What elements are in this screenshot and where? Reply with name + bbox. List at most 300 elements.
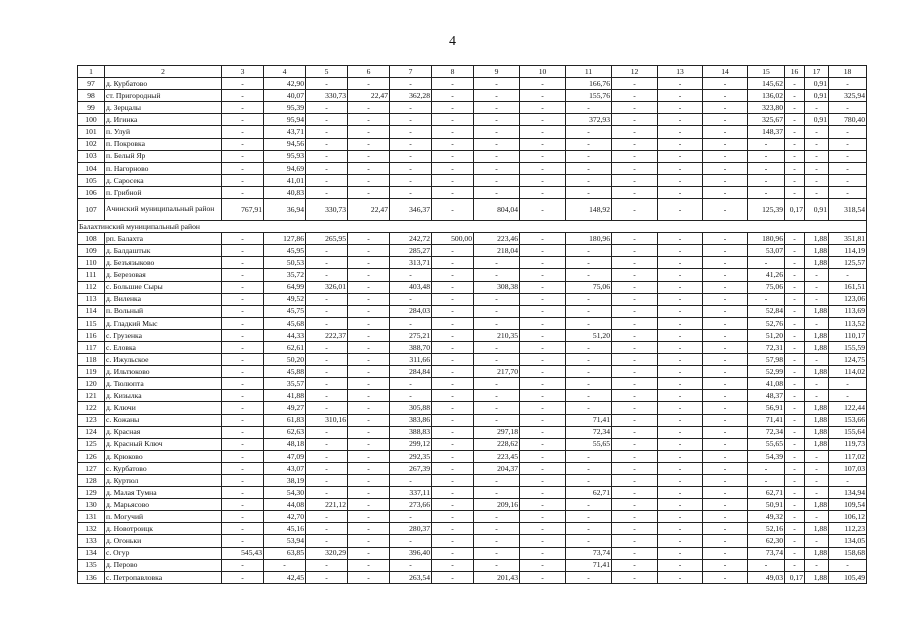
table-cell: -: [520, 114, 566, 126]
table-cell: -: [520, 366, 566, 378]
table-cell: 284,03: [390, 305, 432, 317]
table-cell: -: [520, 341, 566, 353]
settlement-name: д. Красная: [105, 426, 222, 438]
table-cell: -: [306, 559, 348, 571]
table-cell: 180,96: [748, 233, 785, 245]
table-cell: -: [306, 269, 348, 281]
table-cell: -: [566, 257, 612, 269]
table-cell: -: [829, 475, 867, 487]
table-cell: -: [222, 523, 264, 535]
table-cell: -: [658, 78, 703, 90]
table-cell: -: [222, 378, 264, 390]
table-cell: -: [785, 475, 805, 487]
table-cell: 62,30: [748, 535, 785, 547]
table-cell: -: [805, 138, 829, 150]
table-cell: 105,49: [829, 571, 867, 583]
table-cell: 114,19: [829, 245, 867, 257]
column-header: 5: [306, 66, 348, 78]
table-cell: -: [703, 126, 748, 138]
table-cell: -: [805, 487, 829, 499]
table-cell: -: [703, 199, 748, 221]
table-cell: 136,02: [748, 90, 785, 102]
table-cell: -: [805, 317, 829, 329]
table-cell: -: [520, 499, 566, 511]
table-cell: 308,38: [474, 281, 520, 293]
settlement-name: с. Ижульское: [105, 354, 222, 366]
table-cell: 267,39: [390, 462, 432, 474]
table-cell: -: [785, 378, 805, 390]
table-cell: -: [785, 174, 805, 186]
table-cell: -: [703, 462, 748, 474]
table-cell: -: [222, 426, 264, 438]
table-cell: -: [348, 126, 390, 138]
table-cell: -: [658, 378, 703, 390]
table-cell: 116: [78, 329, 105, 341]
table-cell: 351,81: [829, 233, 867, 245]
table-cell: -: [348, 475, 390, 487]
table-cell: -: [658, 475, 703, 487]
table-cell: -: [703, 341, 748, 353]
table-cell: -: [658, 426, 703, 438]
table-cell: 22,47: [348, 199, 390, 221]
table-cell: -: [306, 523, 348, 535]
table-cell: -: [348, 571, 390, 583]
table-cell: -: [474, 293, 520, 305]
table-cell: -: [390, 186, 432, 198]
settlement-name: п. Грибной: [105, 186, 222, 198]
table-cell: -: [222, 293, 264, 305]
table-cell: -: [785, 390, 805, 402]
table-cell: -: [432, 102, 474, 114]
table-cell: -: [703, 511, 748, 523]
table-row: [78, 523, 867, 535]
table-cell: -: [612, 199, 658, 221]
table-cell: -: [474, 257, 520, 269]
table-cell: -: [520, 450, 566, 462]
table-cell: 155,64: [829, 426, 867, 438]
table-cell: 71,41: [748, 414, 785, 426]
column-header: 11: [566, 66, 612, 78]
table-cell: -: [306, 402, 348, 414]
table-cell: -: [474, 102, 520, 114]
table-cell: 158,68: [829, 547, 867, 559]
settlement-name: Ачинский муниципальный район: [105, 199, 222, 221]
table-row: [78, 162, 867, 174]
settlement-name: д. Куртюл: [105, 475, 222, 487]
table-cell: 1,88: [805, 366, 829, 378]
table-cell: -: [348, 186, 390, 198]
table-cell: 280,37: [390, 523, 432, 535]
table-cell: -: [474, 138, 520, 150]
table-cell: -: [612, 511, 658, 523]
settlement-name: д. Новотроицк: [105, 523, 222, 535]
table-cell: -: [222, 174, 264, 186]
table-cell: -: [432, 174, 474, 186]
table-cell: -: [612, 390, 658, 402]
table-row: [78, 475, 867, 487]
table-cell: 372,93: [566, 114, 612, 126]
settlement-name: п. Могучий: [105, 511, 222, 523]
settlement-name: д. Малая Тумна: [105, 487, 222, 499]
table-cell: -: [222, 354, 264, 366]
table-cell: -: [222, 571, 264, 583]
table-cell: -: [520, 523, 566, 535]
table-cell: -: [222, 414, 264, 426]
table-cell: -: [520, 257, 566, 269]
table-cell: -: [785, 162, 805, 174]
table-cell: -: [520, 293, 566, 305]
settlement-name: д. Безъязыково: [105, 257, 222, 269]
column-header: 7: [390, 66, 432, 78]
table-cell: -: [612, 329, 658, 341]
table-cell: -: [703, 571, 748, 583]
table-cell: -: [612, 535, 658, 547]
table-cell: 111: [78, 269, 105, 281]
table-cell: -: [520, 438, 566, 450]
table-cell: -: [785, 269, 805, 281]
table-cell: 545,43: [222, 547, 264, 559]
section-row: [78, 221, 867, 233]
district-total-row: [78, 199, 867, 221]
table-cell: 180,96: [566, 233, 612, 245]
table-cell: -: [306, 535, 348, 547]
table-cell: -: [805, 293, 829, 305]
table-cell: -: [785, 487, 805, 499]
table-cell: -: [432, 269, 474, 281]
table-cell: -: [432, 547, 474, 559]
table-cell: -: [520, 402, 566, 414]
table-cell: 52,16: [748, 523, 785, 535]
table-cell: -: [703, 114, 748, 126]
table-cell: 210,35: [474, 329, 520, 341]
table-cell: -: [348, 402, 390, 414]
table-cell: 62,71: [748, 487, 785, 499]
table-cell: -: [306, 102, 348, 114]
table-cell: -: [306, 257, 348, 269]
table-cell: -: [520, 90, 566, 102]
table-cell: 38,19: [264, 475, 306, 487]
table-cell: 55,65: [748, 438, 785, 450]
tariff-table: [77, 65, 867, 584]
table-row: [78, 378, 867, 390]
table-cell: -: [566, 305, 612, 317]
table-cell: -: [390, 102, 432, 114]
table-cell: 129: [78, 487, 105, 499]
table-cell: 45,68: [264, 317, 306, 329]
table-cell: -: [474, 547, 520, 559]
table-cell: -: [785, 245, 805, 257]
table-cell: -: [390, 78, 432, 90]
table-cell: -: [785, 341, 805, 353]
table-cell: 113,52: [829, 317, 867, 329]
table-cell: -: [432, 317, 474, 329]
table-cell: -: [222, 233, 264, 245]
table-cell: -: [785, 126, 805, 138]
table-cell: 161,51: [829, 281, 867, 293]
table-cell: 35,57: [264, 378, 306, 390]
table-cell: -: [348, 547, 390, 559]
table-cell: -: [703, 354, 748, 366]
table-cell: -: [432, 186, 474, 198]
settlement-name: д. Ильтюково: [105, 366, 222, 378]
table-cell: -: [703, 523, 748, 535]
table-cell: 292,35: [390, 450, 432, 462]
table-cell: -: [785, 233, 805, 245]
table-cell: -: [829, 78, 867, 90]
table-cell: -: [474, 535, 520, 547]
table-cell: -: [785, 499, 805, 511]
table-cell: -: [390, 126, 432, 138]
table-cell: -: [566, 571, 612, 583]
table-cell: -: [390, 535, 432, 547]
table-cell: -: [703, 414, 748, 426]
table-row: [78, 114, 867, 126]
table-cell: 106,12: [829, 511, 867, 523]
table-cell: 49,52: [264, 293, 306, 305]
table-cell: -: [748, 150, 785, 162]
table-cell: 52,99: [748, 366, 785, 378]
table-cell: -: [566, 245, 612, 257]
table-cell: -: [520, 126, 566, 138]
table-cell: -: [658, 438, 703, 450]
table-cell: -: [703, 366, 748, 378]
settlement-name: д. Перово: [105, 559, 222, 571]
table-cell: 134,05: [829, 535, 867, 547]
table-cell: -: [306, 571, 348, 583]
table-cell: 223,45: [474, 450, 520, 462]
column-header: 10: [520, 66, 566, 78]
table-cell: 110: [78, 257, 105, 269]
table-cell: 403,48: [390, 281, 432, 293]
table-cell: -: [805, 390, 829, 402]
table-row: [78, 269, 867, 281]
settlement-name: с. Большие Сыры: [105, 281, 222, 293]
table-cell: -: [390, 317, 432, 329]
table-cell: 53,07: [748, 245, 785, 257]
table-cell: -: [348, 535, 390, 547]
table-cell: 134,94: [829, 487, 867, 499]
table-cell: -: [703, 317, 748, 329]
table-cell: 346,37: [390, 199, 432, 221]
table-cell: -: [520, 487, 566, 499]
table-cell: -: [785, 438, 805, 450]
table-cell: 130: [78, 499, 105, 511]
table-cell: -: [805, 281, 829, 293]
table-cell: -: [432, 257, 474, 269]
table-cell: -: [348, 102, 390, 114]
table-cell: 0,91: [805, 90, 829, 102]
table-cell: -: [703, 499, 748, 511]
table-cell: -: [612, 487, 658, 499]
table-cell: -: [222, 162, 264, 174]
table-cell: 124,75: [829, 354, 867, 366]
table-cell: 101: [78, 126, 105, 138]
table-cell: 48,37: [748, 390, 785, 402]
table-cell: -: [805, 475, 829, 487]
settlement-name: д. Зерцалы: [105, 102, 222, 114]
table-cell: 104: [78, 162, 105, 174]
table-cell: 75,06: [748, 281, 785, 293]
table-cell: 64,99: [264, 281, 306, 293]
table-row: [78, 126, 867, 138]
settlement-name: д. Огоньки: [105, 535, 222, 547]
table-cell: -: [432, 450, 474, 462]
table-cell: 55,65: [566, 438, 612, 450]
table-cell: -: [222, 438, 264, 450]
table-cell: 1,88: [805, 257, 829, 269]
table-row: [78, 150, 867, 162]
table-cell: 50,20: [264, 354, 306, 366]
table-cell: -: [703, 450, 748, 462]
table-row: [78, 329, 867, 341]
table-cell: -: [566, 293, 612, 305]
table-cell: 318,54: [829, 199, 867, 221]
table-cell: -: [520, 174, 566, 186]
table-cell: -: [658, 329, 703, 341]
table-cell: 56,91: [748, 402, 785, 414]
table-row: [78, 402, 867, 414]
table-cell: -: [222, 245, 264, 257]
table-cell: -: [612, 523, 658, 535]
table-row: [78, 354, 867, 366]
table-cell: -: [703, 186, 748, 198]
table-cell: -: [658, 293, 703, 305]
table-cell: 128: [78, 475, 105, 487]
table-cell: 275,21: [390, 329, 432, 341]
table-cell: -: [306, 366, 348, 378]
table-cell: -: [703, 305, 748, 317]
table-cell: -: [432, 378, 474, 390]
table-cell: -: [566, 269, 612, 281]
table-cell: -: [658, 317, 703, 329]
table-cell: 263,54: [390, 571, 432, 583]
table-cell: -: [474, 475, 520, 487]
table-cell: -: [658, 341, 703, 353]
table-cell: 119,73: [829, 438, 867, 450]
table-cell: -: [785, 462, 805, 474]
table-cell: -: [658, 269, 703, 281]
table-cell: -: [612, 450, 658, 462]
table-cell: 43,07: [264, 462, 306, 474]
table-cell: -: [306, 186, 348, 198]
table-cell: 49,27: [264, 402, 306, 414]
section-title: Балахтинский муниципальный район: [78, 221, 867, 233]
table-cell: -: [222, 138, 264, 150]
table-cell: 383,86: [390, 414, 432, 426]
table-cell: 71,41: [566, 414, 612, 426]
settlement-name: д. Березовая: [105, 269, 222, 281]
settlement-name: п. Белый Яр: [105, 150, 222, 162]
table-cell: 0,91: [805, 199, 829, 221]
table-cell: -: [703, 90, 748, 102]
table-cell: -: [520, 547, 566, 559]
table-cell: -: [805, 354, 829, 366]
table-cell: -: [658, 354, 703, 366]
table-cell: -: [805, 126, 829, 138]
table-cell: 119: [78, 366, 105, 378]
table-cell: -: [658, 366, 703, 378]
table-cell: -: [612, 475, 658, 487]
table-cell: -: [658, 305, 703, 317]
table-cell: 47,09: [264, 450, 306, 462]
table-cell: 98: [78, 90, 105, 102]
table-cell: 0,91: [805, 78, 829, 90]
table-cell: -: [474, 90, 520, 102]
table-cell: 325,94: [829, 90, 867, 102]
table-cell: -: [520, 571, 566, 583]
table-row: [78, 426, 867, 438]
table-cell: -: [785, 450, 805, 462]
table-cell: 63,85: [264, 547, 306, 559]
table-cell: 72,34: [566, 426, 612, 438]
table-cell: -: [222, 341, 264, 353]
table-cell: -: [703, 150, 748, 162]
settlement-name: с. Курбатово: [105, 462, 222, 474]
table-cell: -: [805, 150, 829, 162]
table-cell: 61,83: [264, 414, 306, 426]
table-cell: -: [474, 378, 520, 390]
table-cell: 106: [78, 186, 105, 198]
table-cell: -: [566, 186, 612, 198]
table-cell: -: [348, 559, 390, 571]
table-cell: -: [520, 305, 566, 317]
table-cell: 112,23: [829, 523, 867, 535]
table-cell: 71,41: [566, 559, 612, 571]
table-cell: -: [748, 162, 785, 174]
table-cell: 166,76: [566, 78, 612, 90]
column-header: 4: [264, 66, 306, 78]
table-cell: -: [566, 354, 612, 366]
table-cell: -: [432, 126, 474, 138]
table-cell: -: [306, 487, 348, 499]
table-row: [78, 366, 867, 378]
table-cell: -: [520, 162, 566, 174]
table-cell: -: [222, 78, 264, 90]
table-cell: 41,08: [748, 378, 785, 390]
table-cell: 135: [78, 559, 105, 571]
table-cell: -: [805, 462, 829, 474]
table-cell: -: [785, 90, 805, 102]
table-cell: -: [474, 523, 520, 535]
table-cell: -: [658, 233, 703, 245]
table-cell: 1,88: [805, 233, 829, 245]
table-cell: -: [829, 390, 867, 402]
table-cell: 103: [78, 150, 105, 162]
table-cell: -: [306, 354, 348, 366]
table-cell: 1,88: [805, 571, 829, 583]
table-cell: -: [520, 559, 566, 571]
table-cell: -: [348, 150, 390, 162]
table-cell: -: [703, 78, 748, 90]
table-cell: 122: [78, 402, 105, 414]
table-cell: 40,07: [264, 90, 306, 102]
table-cell: 148,92: [566, 199, 612, 221]
table-cell: -: [432, 535, 474, 547]
table-cell: 45,95: [264, 245, 306, 257]
table-cell: -: [566, 535, 612, 547]
table-cell: -: [748, 559, 785, 571]
table-cell: -: [829, 378, 867, 390]
table-cell: -: [805, 174, 829, 186]
settlement-name: ст. Пригородный: [105, 90, 222, 102]
table-cell: -: [390, 162, 432, 174]
settlement-name: д. Виленка: [105, 293, 222, 305]
table-cell: -: [432, 78, 474, 90]
table-cell: -: [348, 341, 390, 353]
table-cell: -: [612, 354, 658, 366]
table-cell: 285,27: [390, 245, 432, 257]
table-cell: -: [348, 487, 390, 499]
